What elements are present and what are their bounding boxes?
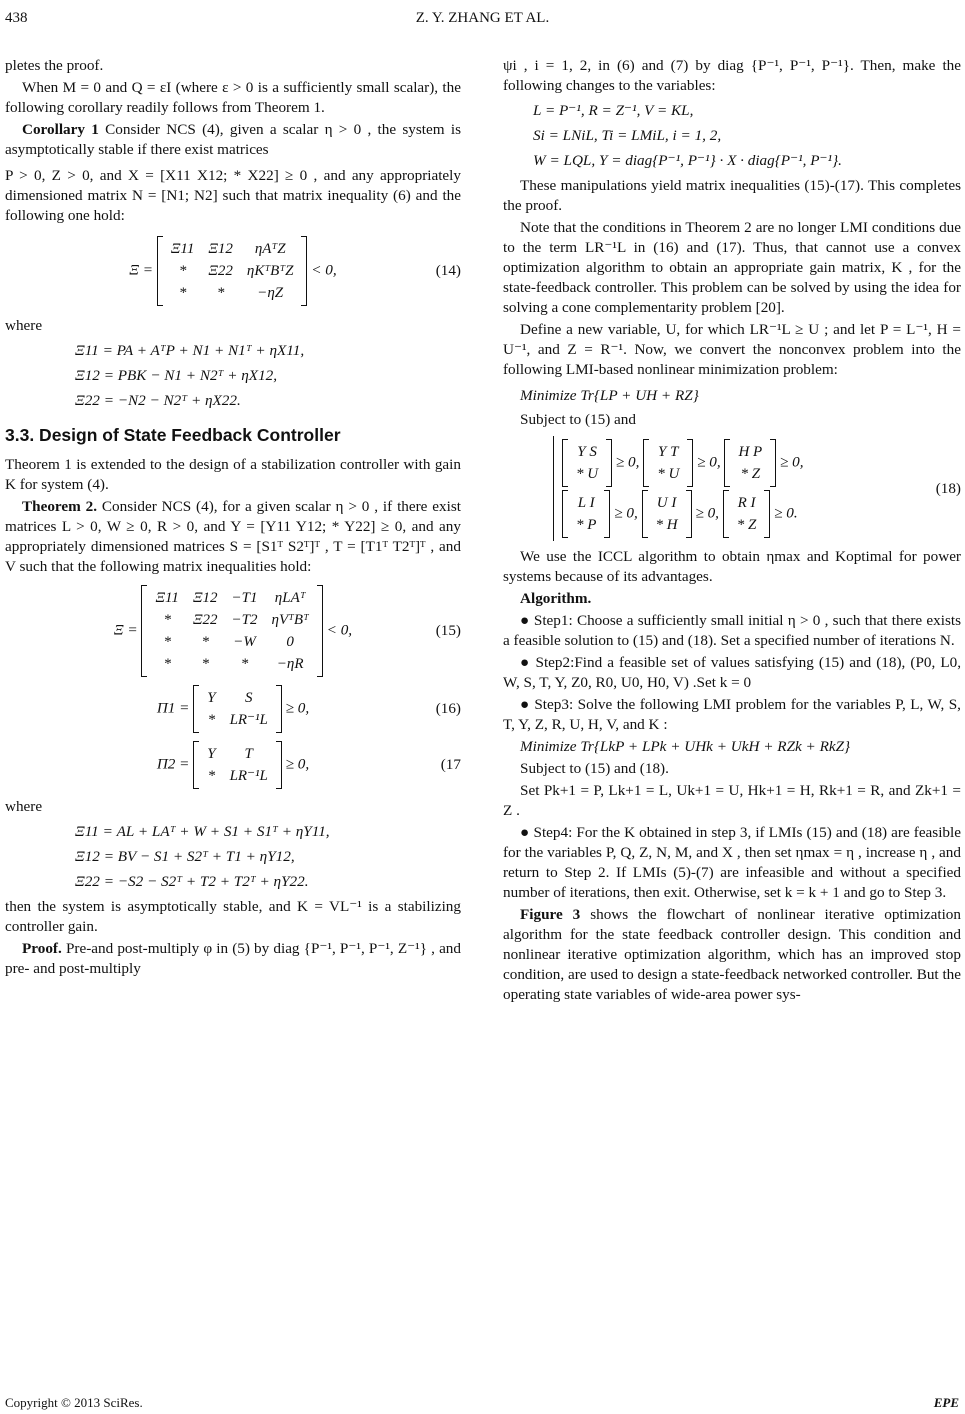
algorithm-step-2 xyxy=(503,653,961,693)
eq14-lhs: Ξ = xyxy=(129,261,154,279)
where-lines-2 xyxy=(75,822,461,892)
eq14-matrix xyxy=(157,236,308,306)
matrix-cell: * xyxy=(207,712,216,728)
matrix-cell: L I xyxy=(577,495,595,511)
step-text: Step1: Choose a sufficiently small initial η > 0 , such that there exists a feasible solution to (15) and (18). Set a specified number of iterations N. xyxy=(503,612,961,649)
matrix-cell: −T2 xyxy=(231,612,258,628)
step3-set: Set Pk+1 = P, Lk+1 = L, Uk+1 = U, Hk+1 = H, Rk+1 = R, and Zk+1 = Z . xyxy=(503,782,961,819)
right-column xyxy=(503,56,961,1007)
page-number: 438 xyxy=(5,10,28,26)
eq18-row xyxy=(562,439,804,487)
equation-14 xyxy=(5,236,461,306)
matrix-cell: ηVᵀBᵀ xyxy=(271,612,309,628)
matrix-cell: * xyxy=(178,285,187,301)
algorithm-label: Algorithm. xyxy=(520,590,592,607)
corollary-text: Consider NCS (4), given a scalar η > 0 , the system is asymptotically stable if there exist matrices xyxy=(5,121,461,158)
equation-line: Ξ12 = PBK − N1 + N2ᵀ + ηX12, xyxy=(75,367,278,384)
proof-text: Pre-and post-multiply φ in (5) by diag {P⁻¹, P⁻¹, P⁻¹, Z⁻¹} , and pre- and post-multiply xyxy=(5,940,461,977)
variable-changes xyxy=(533,101,961,171)
eq16-rhs: ≥ 0, xyxy=(285,699,310,717)
matrix-cell: Y xyxy=(207,690,216,706)
eq16-number: (16) xyxy=(435,700,461,717)
matrix-cell: * xyxy=(240,656,249,672)
matrix-cell: * P xyxy=(576,517,597,533)
running-title: Z. Y. ZHANG ET AL. xyxy=(415,10,550,26)
theorem-2 xyxy=(5,497,461,577)
journal-name: EPE xyxy=(933,1395,959,1410)
matrix-cell: * Z xyxy=(736,517,757,533)
algorithm-step-1 xyxy=(503,611,961,651)
eq18-relation: ≥ 0, xyxy=(697,453,721,471)
matrix-cell: LR⁻¹L xyxy=(229,768,268,784)
eq18-matrix xyxy=(642,490,692,538)
matrix-cell: Ξ11 xyxy=(170,241,195,257)
eq18-brace xyxy=(553,436,804,541)
matrix-cell: * xyxy=(201,634,209,650)
eq15-rhs: < 0, xyxy=(326,621,353,639)
equation-line: W = LQL, Y = diag{P⁻¹, P⁻¹} · X · diag{P⁻¹, P⁻¹}. xyxy=(533,152,842,169)
section-heading: 3.3. Design of State Feedback Controller xyxy=(5,425,341,445)
where-label-1: where xyxy=(5,317,43,334)
eq18-relation: ≥ 0, xyxy=(614,504,638,522)
matrix-cell: S xyxy=(244,690,253,706)
left-column xyxy=(5,56,461,981)
eq18-row xyxy=(562,490,804,538)
subject-line: Subject to (15) and xyxy=(520,411,636,428)
paragraph-note: Note that the conditions in Theorem 2 are no longer LMI conditions due to the term LR⁻¹L in (16) and (17). Thus, that cannot use a convex optimization algorithm to obtain an appropriate gain matrix, K , for the state-feedback controller. This problem can be solved by using the idea for solving a cone complementarity problem [20]. xyxy=(503,219,961,316)
where-label-2: where xyxy=(5,798,43,815)
matrix-cell: * xyxy=(201,656,209,672)
matrix-cell: Ξ22 xyxy=(192,612,218,628)
equation-18 xyxy=(503,436,961,541)
paragraph-define: Define a new variable, U, for which LR⁻¹L ≥ U ; and let P = L⁻¹, H = U⁻¹, and Z = R⁻¹. Now, we convert the nonconvex problem into the following LMI-based nonlinear minimization problem: xyxy=(503,321,961,378)
bullet-icon: ● xyxy=(520,824,534,841)
paragraph-psi: ψi , i = 1, 2, in (6) and (7) by diag {P⁻¹, P⁻¹, P⁻¹}. Then, make the following changes to the variables: xyxy=(503,57,961,94)
minimize-line: Minimize Tr{LP + UH + RZ} xyxy=(520,387,699,404)
eq18-matrix xyxy=(643,439,693,487)
equation-15 xyxy=(5,585,461,677)
eq14-rhs: < 0, xyxy=(311,261,337,279)
bullet-icon: ● xyxy=(520,696,535,713)
eq18-relation: ≥ 0. xyxy=(774,504,798,522)
copyright: Copyright © 2013 SciRes. xyxy=(5,1395,143,1410)
figure-reference: Figure 3 xyxy=(520,906,581,923)
equation-line: Si = LNiL, Ti = LMiL, i = 1, 2, xyxy=(533,127,722,144)
paragraph-manipulations: These manipulations yield matrix inequalities (15)-(17). This completes the proof. xyxy=(503,177,961,214)
matrix-cell: * U xyxy=(657,466,680,482)
algorithm-step-3 xyxy=(503,695,961,735)
eq18-matrix xyxy=(562,490,610,538)
matrix-cell: * xyxy=(163,634,171,650)
matrix-cell: Y xyxy=(207,746,216,762)
eq18-matrix xyxy=(723,490,771,538)
eq18-matrix xyxy=(562,439,612,487)
eq18-matrix xyxy=(724,439,776,487)
matrix-cell: R I xyxy=(737,495,756,511)
algorithm-heading xyxy=(503,589,961,609)
matrix-cell: Y T xyxy=(658,444,679,460)
eq16-matrix xyxy=(193,685,282,733)
figure-text: shows the flowchart of nonlinear iterative optimization algorithm for the state feedback controller design. This condition and nonlinear iterative optimization algorithm, which has an improved stop condition, are used to design a state-feedback networked controller. But the operating state variables of wide-area power sys- xyxy=(503,906,962,1003)
equation-17 xyxy=(5,741,461,789)
matrix-cell: LR⁻¹L xyxy=(229,712,268,728)
eq17-number: (17 xyxy=(440,756,461,773)
theorem-text: Consider NCS (4), for a given scalar η > 0 , if there exist matrices L > 0, W ≥ 0, R > 0, and Y = [Y11 Y12; * Y22] ≥ 0, and any appropriately dimensioned matrices S = [S1ᵀ S2ᵀ]ᵀ , T = [T1ᵀ T2ᵀ]ᵀ , and V such that the following matrix inequalities hold: xyxy=(5,498,461,575)
algorithm-step-4 xyxy=(503,823,961,903)
eq17-lhs: Π2 = xyxy=(156,755,190,773)
matrix-cell: −T1 xyxy=(231,590,258,606)
eq18-relation: ≥ 0, xyxy=(779,453,804,471)
eq14-number: (14) xyxy=(435,262,461,279)
matrix-cell: ηKᵀBᵀZ xyxy=(246,263,294,279)
matrix-cell: * xyxy=(216,285,225,301)
equation-line: Ξ11 = PA + AᵀP + N1 + N1ᵀ + ηX11, xyxy=(75,342,305,359)
matrix-cell: T xyxy=(244,746,253,762)
paragraph-extension: Theorem 1 is extended to the design of a stabilization controller with gain K for system (4). xyxy=(5,456,461,493)
matrix-cell: −ηZ xyxy=(257,285,284,301)
matrix-cell: Ξ12 xyxy=(192,590,218,606)
eq18-number: (18) xyxy=(935,479,961,497)
paragraph-iccl: We use the ICCL algorithm to obtain ηmax and Koptimal for power systems because of its advantages. xyxy=(503,548,961,585)
proof xyxy=(5,939,461,979)
step-text: Step2:Find a feasible set of values satisfying (15) and (18), (P0, L0, W, S, T, Y, Z0, R0, U0, H0, V) .Set k = 0 xyxy=(503,654,962,691)
paragraph-pletes: pletes the proof. xyxy=(5,57,104,74)
proof-label: Proof. xyxy=(22,940,62,957)
paragraph-when: When M = 0 and Q = εI (where ε > 0 is a sufficiently small scalar), the following corollary readily follows from Theorem 1. xyxy=(5,79,461,116)
matrix-cell: * Z xyxy=(740,466,761,482)
corollary-matrices: P > 0, Z > 0, and X = [X11 X12; * X22] ≥ 0 , and any appropriately dimensioned matrix N = [N1; N2] such that matrix inequality (6) and the following one hold: xyxy=(5,167,461,224)
step-text: Step3: Solve the following LMI problem for the variables P, L, W, S, T, Y, Z, R, U, H, V, and K : xyxy=(503,696,961,733)
paragraph-then: then the system is asymptotically stable, and K = VL⁻¹ is a stabilizing controller gain. xyxy=(5,898,461,935)
eq17-matrix xyxy=(193,741,282,789)
bullet-icon: ● xyxy=(520,612,534,629)
corollary-label: Corollary 1 xyxy=(22,121,99,138)
matrix-cell: 0 xyxy=(286,634,294,650)
matrix-cell: * xyxy=(163,612,171,628)
matrix-cell: * xyxy=(163,656,171,672)
theorem-label: Theorem 2. xyxy=(22,498,98,515)
equation-line: L = P⁻¹, R = Z⁻¹, V = KL, xyxy=(533,102,694,119)
eq15-lhs: Ξ = xyxy=(113,621,138,639)
matrix-cell: H P xyxy=(738,444,763,460)
bullet-icon: ● xyxy=(520,654,536,671)
eq15-number: (15) xyxy=(435,622,461,639)
matrix-cell: −ηR xyxy=(276,656,304,672)
eq18-relation: ≥ 0, xyxy=(615,453,640,471)
eq15-matrix xyxy=(141,585,322,677)
matrix-cell: U I xyxy=(656,495,677,511)
matrix-cell: * xyxy=(207,768,216,784)
equation-16 xyxy=(5,685,461,733)
matrix-cell: * xyxy=(178,263,187,279)
eq16-lhs: Π1 = xyxy=(156,699,190,717)
matrix-cell: * U xyxy=(576,466,599,482)
step3-subject: Subject to (15) and (18). xyxy=(520,760,669,777)
corollary-1 xyxy=(5,120,461,160)
equation-line: Ξ11 = AL + LAᵀ + W + S1 + S1ᵀ + ηY11, xyxy=(75,823,330,840)
step-text: Step4: For the K obtained in step 3, if LMIs (15) and (18) are feasible for the variables P, Q, Z, N, M, and X , then set ηmax = η , increase η , and return to Step 2. If LMIs (5)-(7) are infeasible and without a specified number of iterations, then exit. Otherwise, set k = k + 1 and go to Step 3. xyxy=(503,824,961,901)
equation-line: Ξ22 = −N2 − N2ᵀ + ηX22. xyxy=(75,392,241,409)
matrix-cell: ηLAᵀ xyxy=(274,590,306,606)
paragraph-figure xyxy=(503,905,961,1005)
eq18-relation: ≥ 0, xyxy=(695,504,719,522)
equation-line: Ξ22 = −S2 − S2ᵀ + T2 + T2ᵀ + ηY22. xyxy=(75,873,309,890)
matrix-cell: Ξ22 xyxy=(208,263,233,279)
matrix-cell: Y S xyxy=(577,444,597,460)
matrix-cell: Ξ12 xyxy=(208,241,233,257)
where-lines-1 xyxy=(75,341,461,411)
step3-minimize: Minimize Tr{LkP + LPk + UHk + UkH + RZk + RkZ} xyxy=(520,738,851,755)
matrix-cell: Ξ11 xyxy=(155,590,179,606)
matrix-cell: −W xyxy=(233,634,256,650)
eq17-rhs: ≥ 0, xyxy=(285,755,310,773)
matrix-cell: ηAᵀZ xyxy=(254,241,286,257)
matrix-cell: * H xyxy=(655,517,678,533)
equation-line: Ξ12 = BV − S1 + S2ᵀ + T1 + ηY12, xyxy=(75,848,295,865)
